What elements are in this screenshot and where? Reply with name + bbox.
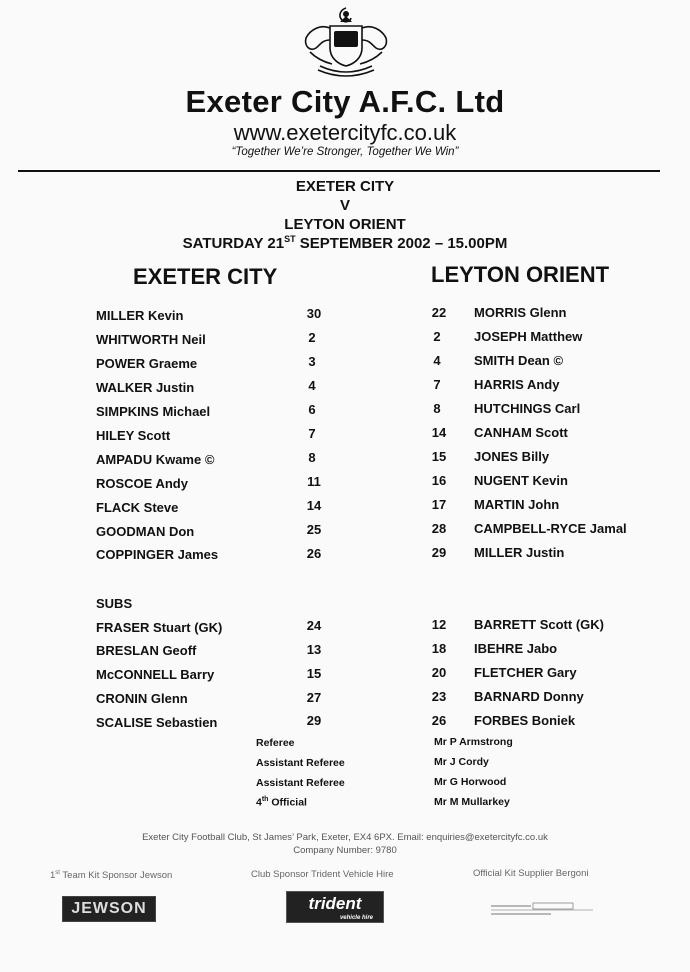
away-player-name: JONES Billy (474, 449, 550, 464)
home-player-name: COPPINGER James (96, 547, 219, 562)
away-sub-name: FLETCHER Gary (474, 665, 577, 680)
away-player-number: 8 (433, 401, 441, 416)
footer-address: Exeter City Football Club, St James’ Park, Exeter, EX4 6PX. Email: enquiries@exetercityfc.co.uk (142, 832, 548, 843)
away-player-name: HUTCHINGS Carl (474, 401, 581, 416)
home-player-name: WALKER Justin (96, 380, 195, 395)
kit-sponsor-sup: st (55, 870, 60, 876)
home-player-name: WHITWORTH Neil (96, 332, 206, 347)
kit-supplier-label: Official Kit Supplier Bergoni (473, 868, 589, 879)
home-player-number: 25 (306, 522, 322, 537)
fixture-home: EXETER CITY (295, 178, 395, 195)
away-player-number: 14 (431, 425, 447, 440)
away-sub-name: IBEHRE Jabo (474, 641, 558, 656)
home-sub-name: FRASER Stuart (GK) (96, 620, 223, 635)
jewson-logo: JEWSON (62, 896, 156, 922)
footer-company-number: Company Number: 9780 (293, 845, 397, 856)
home-player-number: 4 (308, 378, 316, 393)
home-sub-number: 27 (306, 690, 322, 705)
official-name: Mr P Armstrong (434, 736, 513, 748)
official-role-prefix: 4 (256, 796, 262, 809)
away-player-number: 22 (431, 305, 447, 320)
away-player-name: NUGENT Kevin (474, 473, 568, 488)
official-name: Mr G Horwood (434, 776, 507, 788)
official-role-suffix: Official (268, 796, 307, 809)
trident-logo-text: trident (308, 894, 362, 913)
away-player-name: HARRIS Andy (474, 377, 560, 392)
away-player-number: 2 (433, 329, 441, 344)
club-crest-logo (296, 4, 396, 80)
fixture-vs: V (339, 197, 350, 214)
home-player-number: 3 (308, 354, 316, 369)
away-sub-number: 18 (431, 641, 447, 656)
home-player-name: GOODMAN Don (96, 524, 195, 539)
official-role (256, 796, 307, 809)
home-player-name: MILLER Kevin (96, 308, 184, 323)
away-player-name: JOSEPH Matthew (474, 329, 583, 344)
fixture-date-suffix: SEPTEMBER 2002 – 15.00PM (295, 235, 508, 252)
home-sub-name: CRONIN Glenn (96, 691, 188, 706)
home-sub-name: SCALISE Sebastien (96, 715, 218, 730)
fixture-date (0, 234, 690, 252)
home-sub-number: 24 (306, 618, 322, 633)
header-divider (18, 170, 660, 172)
home-player-name: FLACK Steve (96, 500, 179, 515)
away-player-name: MORRIS Glenn (474, 305, 567, 320)
home-sub-name: BRESLAN Geoff (96, 643, 197, 658)
subs-label: SUBS (96, 596, 133, 611)
club-website: www.exetercityfc.co.uk (233, 120, 457, 145)
home-player-name: ROSCOE Andy (96, 476, 188, 491)
official-role-sup: th (261, 796, 269, 803)
away-player-name: MILLER Justin (474, 545, 565, 560)
away-player-number: 7 (433, 377, 441, 392)
home-player-name: SIMPKINS Michael (96, 404, 211, 419)
away-team-heading: LEYTON ORIENT (431, 262, 610, 287)
away-player-name: CAMPBELL-RYCE Jamal (474, 521, 627, 536)
home-team-heading: EXETER CITY (133, 264, 278, 289)
away-player-number: 15 (431, 449, 447, 464)
away-player-name: SMITH Dean © (474, 353, 564, 368)
home-player-number: 7 (308, 426, 316, 441)
home-player-number: 6 (308, 402, 316, 417)
home-player-name: HILEY Scott (96, 428, 171, 443)
away-player-name: MARTIN John (474, 497, 560, 512)
away-player-number: 29 (431, 545, 447, 560)
home-player-number: 11 (307, 474, 321, 489)
away-player-name: CANHAM Scott (474, 425, 568, 440)
home-player-number: 30 (306, 306, 322, 321)
away-sub-name: FORBES Boniek (474, 713, 576, 728)
official-role: Assistant Referee (256, 777, 345, 789)
trident-logo-subtext: vehicle hire (339, 915, 373, 921)
home-player-name: POWER Graeme (96, 356, 198, 371)
kit-sponsor-suffix: Team Kit Sponsor Jewson (59, 870, 173, 882)
away-sub-number: 20 (431, 665, 447, 680)
trident-logo (286, 891, 384, 923)
away-sub-number: 23 (431, 689, 447, 704)
home-player-number: 8 (308, 450, 316, 465)
kit-sponsor-prefix: 1 (50, 870, 56, 882)
home-player-number: 14 (306, 498, 322, 513)
away-sub-number: 12 (431, 617, 447, 632)
official-role: Assistant Referee (256, 757, 345, 769)
fixture-date-sup: ST (284, 234, 296, 244)
home-sub-number: 29 (306, 713, 322, 728)
club-title: Exeter City A.F.C. Ltd (185, 84, 505, 119)
official-name: Mr M Mullarkey (434, 796, 510, 808)
home-player-number: 2 (308, 330, 316, 345)
home-sub-number: 15 (306, 666, 322, 681)
official-name: Mr J Cordy (434, 756, 489, 768)
club-motto: “Together We’re Stronger, Together We Win” (231, 146, 459, 158)
away-player-number: 16 (431, 473, 447, 488)
away-sub-name: BARRETT Scott (GK) (474, 617, 604, 632)
home-player-number: 26 (306, 546, 322, 561)
away-player-number: 28 (431, 521, 447, 536)
kit-sponsor-label (50, 870, 172, 881)
home-sub-number: 13 (306, 642, 322, 657)
away-sub-number: 26 (431, 713, 447, 728)
home-player-name: AMPADU Kwame © (96, 452, 215, 467)
club-sponsor-label: Club Sponsor Trident Vehicle Hire (251, 869, 394, 880)
official-role: Referee (256, 737, 295, 749)
away-sub-name: BARNARD Donny (474, 689, 584, 704)
bergoni-logo (491, 902, 593, 918)
home-sub-name: McCONNELL Barry (96, 667, 215, 682)
away-player-number: 17 (431, 497, 447, 512)
fixture-away: LEYTON ORIENT (284, 216, 406, 233)
fixture-date-prefix: SATURDAY 21 (182, 235, 285, 252)
away-player-number: 4 (433, 353, 441, 368)
